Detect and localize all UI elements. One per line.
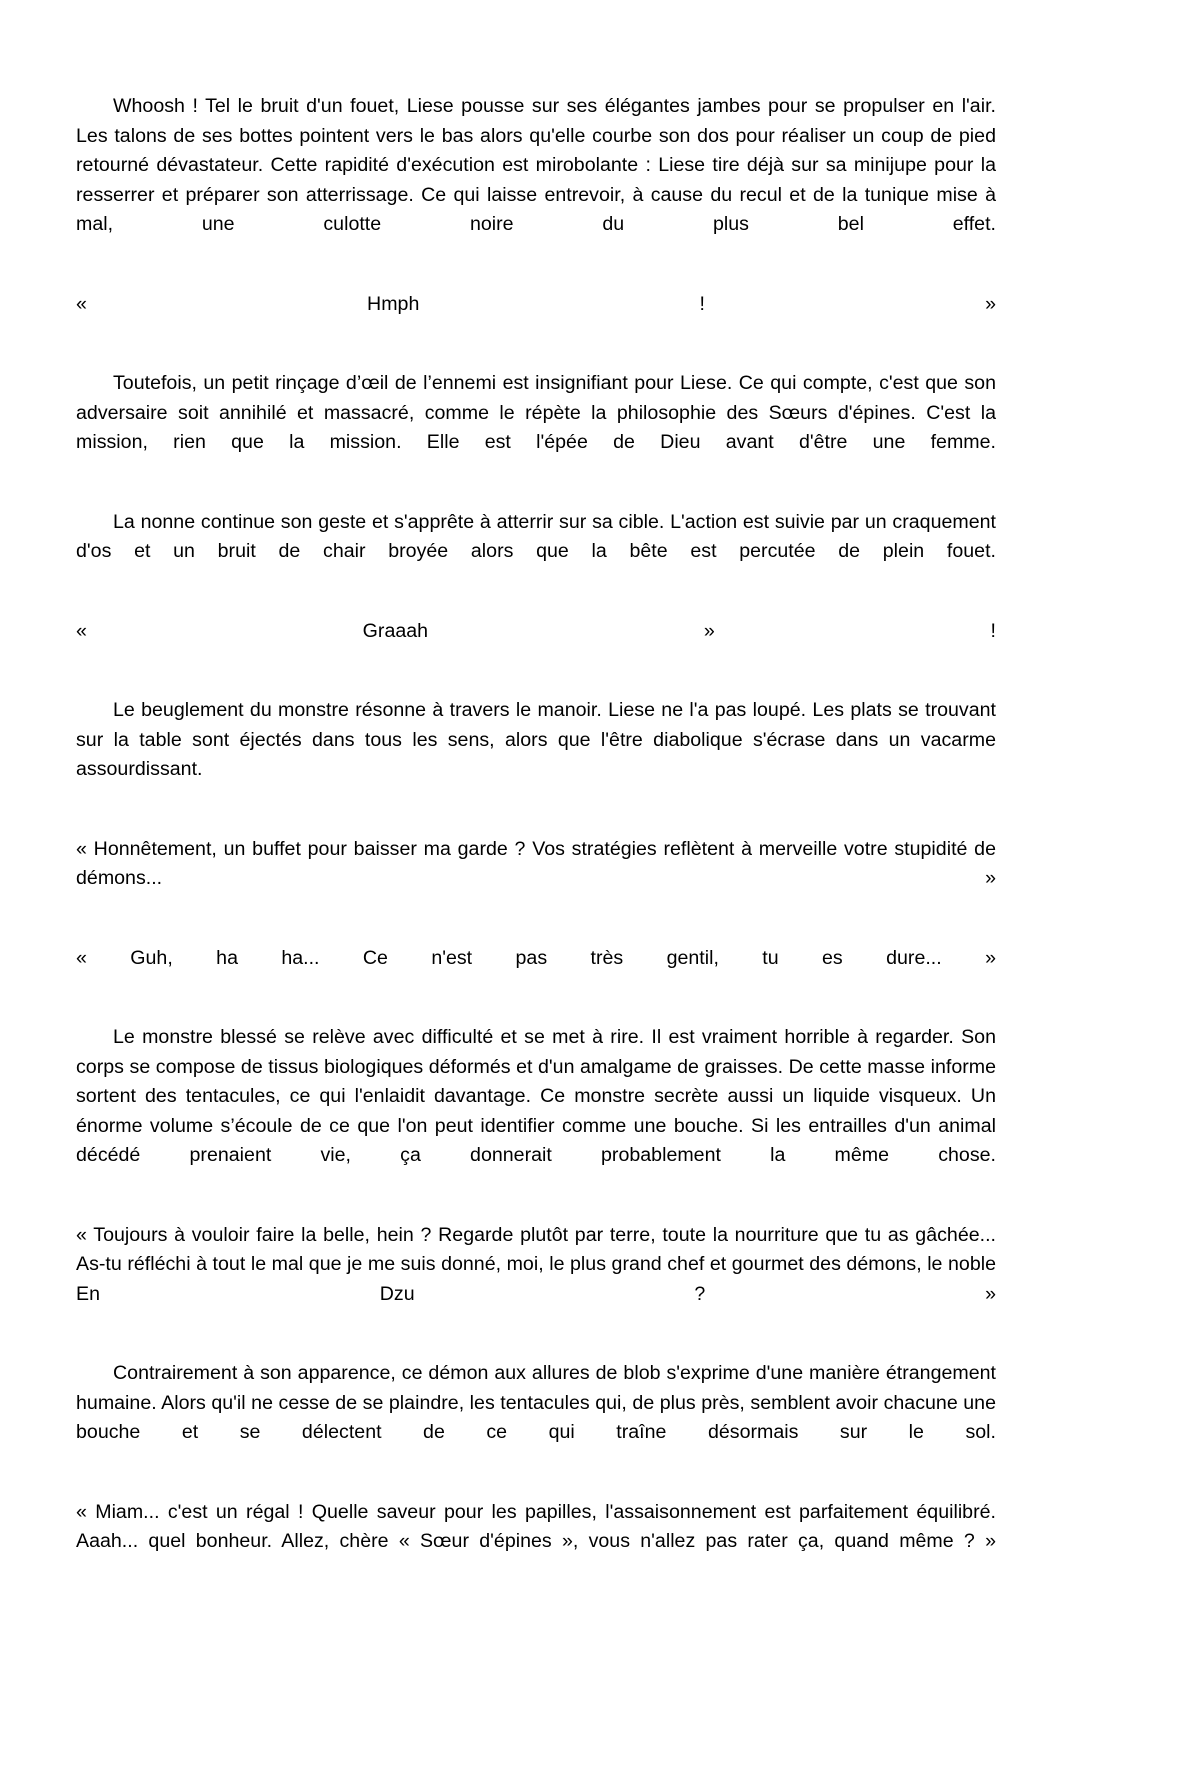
paragraph-6: Contrairement à son apparence, ce démon aux allures de blob s'exprime d'une manière étrangement humaine. Alors qu'il ne cesse de se plaindre, les tentacules qui, de plus près, semblent avoir chacune une bouche et se délectent de ce qui traîne désormais sur le sol. — [76, 1362, 996, 1443]
paragraph-dialogue-graaah: « Graaah » ! — [76, 619, 996, 642]
paragraph-dialogue-hmph: « Hmph ! » — [76, 292, 996, 315]
paragraph-dialogue-guh: « Guh, ha ha... Ce n'est pas très gentil, tu es dure... » — [76, 946, 996, 969]
paragraph-2: Toutefois, un petit rinçage d’œil de l’ennemi est insignifiant pour Liese. Ce qui compte, c'est que son adversaire soit annihilé et massacré, comme le répète la philosophie des Sœurs d'épines. C'est la mission, rien que la mission. Elle est l'épée de Dieu avant d'être une femme. — [76, 372, 996, 453]
paragraph-dialogue-miam: « Miam... c'est un régal ! Quelle saveur pour les papilles, l'assaisonnement est parfaitement équilibré. Aaah... quel bonheur. Allez, chère « Sœur d'épines », vous n'allez pas rater ça, quand même ? » — [76, 1500, 996, 1552]
paragraph-dialogue-honnetement: « Honnêtement, un buffet pour baisser ma garde ? Vos stratégies reflètent à merveille votre stupidité de démons... » — [76, 837, 996, 889]
paragraph-dialogue-toujours: « Toujours à vouloir faire la belle, hein ? Regarde plutôt par terre, toute la nourriture que tu as gâchée... As-tu réfléchi à tout le mal que je me suis donné, moi, le plus grand chef et gourmet des démons, le noble En Dzu ? » — [76, 1223, 996, 1305]
paragraph-1: Whoosh ! Tel le bruit d'un fouet, Liese pousse sur ses élégantes jambes pour se propulser en l'air. Les talons de ses bottes pointent vers le bas alors qu'elle courbe son dos pour réaliser un coup de pied retourné dévastateur. Cette rapidité d'exécution est mirobolante : Liese tire déjà sur sa minijupe pour la resserrer et préparer son atterrissage. Ce qui laisse entrevoir, à cause du recul et de la tunique mise à mal, une culotte noire du plus bel effet. — [76, 95, 996, 235]
paragraph-4: Le beuglement du monstre résonne à travers le manoir. Liese ne l'a pas loupé. Les plats se trouvant sur la table sont éjectés dans tous les sens, alors que l'être diabolique s'écrase dans un vacarme assourdissant. — [76, 699, 996, 780]
document-text-body — [76, 92, 996, 1607]
paragraph-5: Le monstre blessé se relève avec difficulté et se met à rire. Il est vraiment horrible à regarder. Son corps se compose de tissus biologiques déformés et d'un amalgame de graisses. De cette masse informe sortent des tentacules, ce qui l'enlaidit davantage. Ce monstre secrète aussi un liquide visqueux. Un énorme volume s’écoule de ce que l'on peut identifier comme une bouche. Si les entrailles d'un animal décédé prenaient vie, ça donnerait probablement la même chose. — [76, 1026, 996, 1166]
paragraph-3: La nonne continue son geste et s'apprête à atterrir sur sa cible. L'action est suivie par un craquement d'os et un bruit de chair broyée alors que la bête est percutée de plein fouet. — [76, 510, 996, 562]
